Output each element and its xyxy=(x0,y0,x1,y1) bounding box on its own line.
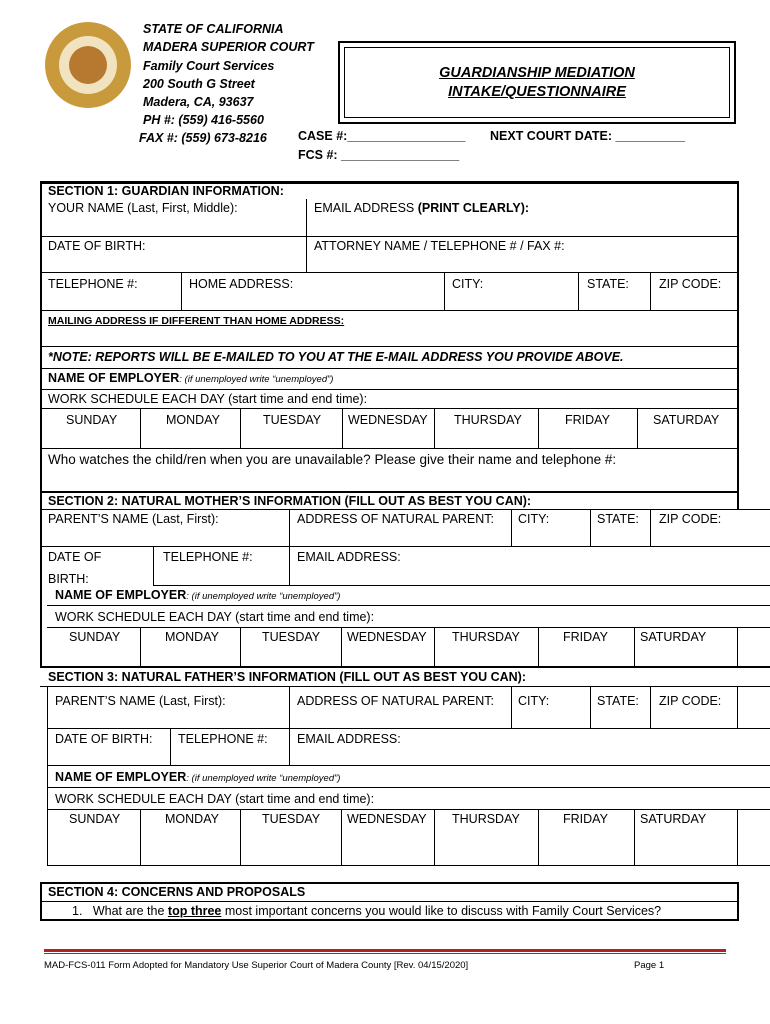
divider xyxy=(42,346,737,347)
day-tuesday: TUESDAY xyxy=(263,413,322,427)
divider xyxy=(737,627,738,667)
day-monday: MONDAY xyxy=(165,630,219,644)
guardian-home-address-label: HOME ADDRESS: xyxy=(189,277,294,291)
divider xyxy=(538,627,539,667)
divider xyxy=(240,408,241,448)
divider xyxy=(240,627,241,667)
divider xyxy=(181,272,182,310)
divider xyxy=(42,408,737,409)
divider xyxy=(650,509,651,547)
attorney-label: ATTORNEY NAME / TELEPHONE # / FAX #: xyxy=(314,239,565,253)
divider xyxy=(511,686,512,729)
divider xyxy=(153,546,154,586)
divider xyxy=(47,627,770,628)
divider xyxy=(590,686,591,729)
agency-block xyxy=(143,20,314,130)
agency-line: 200 South G Street xyxy=(143,76,255,91)
day-tuesday: TUESDAY xyxy=(262,630,321,644)
footer-page-number: Page 1 xyxy=(634,960,665,971)
divider xyxy=(737,686,738,729)
day-wednesday: WEDNESDAY xyxy=(348,413,428,427)
agency-line: MADERA SUPERIOR COURT xyxy=(143,40,314,55)
guardian-telephone-label: TELEPHONE #: xyxy=(48,277,138,291)
day-sunday: SUNDAY xyxy=(69,812,121,826)
court-seal-icon xyxy=(45,22,131,108)
divider xyxy=(434,809,435,866)
day-saturday: SATURDAY xyxy=(640,630,707,644)
day-wednesday: WEDNESDAY xyxy=(347,812,427,826)
day-tuesday: TUESDAY xyxy=(262,812,321,826)
guardian-city-label: CITY: xyxy=(452,277,484,291)
guardian-dob-label: DATE OF BIRTH: xyxy=(48,239,146,253)
mother-zip-label: ZIP CODE: xyxy=(659,512,722,526)
divider xyxy=(650,686,651,729)
divider xyxy=(289,509,290,586)
section4-heading: SECTION 4: CONCERNS AND PROPOSALS xyxy=(48,885,306,899)
mother-telephone-label: TELEPHONE #: xyxy=(163,550,253,564)
father-city-label: CITY: xyxy=(518,694,550,708)
divider xyxy=(341,809,342,866)
father-telephone-label: TELEPHONE #: xyxy=(178,732,268,746)
agency-line: STATE OF CALIFORNIA xyxy=(143,22,284,36)
question-1: 1. What are the top three most important concerns you would like to discuss with Family Court Services? xyxy=(72,904,662,918)
guardian-zip-label: ZIP CODE: xyxy=(659,277,722,291)
mother-name-label: PARENT’S NAME (Last, First): xyxy=(48,512,219,526)
section3-left-border xyxy=(47,686,48,866)
agency-line: Madera, CA, 93637 xyxy=(143,95,254,110)
divider xyxy=(42,448,737,449)
divider xyxy=(153,585,770,586)
father-dob-label: DATE OF BIRTH: xyxy=(55,732,153,746)
section1-right-border xyxy=(737,181,739,492)
father-schedule-label: WORK SCHEDULE EACH DAY (start time and end time): xyxy=(55,792,375,806)
form-title-line1: GUARDIANSHIP MEDIATION xyxy=(439,64,635,81)
section2-left-border xyxy=(40,491,42,668)
divider xyxy=(434,408,435,448)
day-saturday: SATURDAY xyxy=(640,812,707,826)
divider xyxy=(140,627,141,667)
agency-fax: FAX #: (559) 673-8216 xyxy=(139,131,267,145)
day-friday: FRIDAY xyxy=(565,413,610,427)
mother-address-label: ADDRESS OF NATURAL PARENT: xyxy=(297,512,495,526)
mailing-address-label: MAILING ADDRESS IF DIFFERENT THAN HOME ADDRESS: xyxy=(48,315,345,327)
father-address-label: ADDRESS OF NATURAL PARENT: xyxy=(297,694,495,708)
day-monday: MONDAY xyxy=(166,413,220,427)
divider xyxy=(634,627,635,667)
mother-schedule-label: WORK SCHEDULE EACH DAY (start time and end time): xyxy=(55,610,375,624)
father-zip-label: ZIP CODE: xyxy=(659,694,722,708)
divider xyxy=(140,408,141,448)
section4-top-border xyxy=(40,882,739,884)
mother-dob-label-cont: BIRTH: xyxy=(48,572,89,586)
section2-right-border xyxy=(737,491,739,510)
guardian-name-label: YOUR NAME (Last, First, Middle): xyxy=(48,201,238,215)
footer-rule-thin xyxy=(44,953,726,954)
divider xyxy=(590,509,591,547)
guardian-employer-label: NAME OF EMPLOYER: (if unemployed write “unemployed”) xyxy=(48,371,334,385)
divider xyxy=(140,809,141,866)
section4-bottom-border xyxy=(40,919,739,921)
divider xyxy=(634,809,635,866)
divider xyxy=(444,272,445,310)
email-note: *NOTE: REPORTS WILL BE E-MAILED TO YOU AT THE E-MAIL ADDRESS YOU PROVIDE ABOVE. xyxy=(48,350,624,364)
section1-heading: SECTION 1: GUARDIAN INFORMATION: xyxy=(48,184,284,198)
divider xyxy=(47,787,770,788)
section2-heading: SECTION 2: NATURAL MOTHER’S INFORMATION (FILL OUT AS BEST YOU CAN): xyxy=(48,494,532,508)
divider xyxy=(637,408,638,448)
divider xyxy=(42,310,737,311)
divider xyxy=(47,865,770,866)
divider xyxy=(289,686,290,766)
day-sunday: SUNDAY xyxy=(69,630,121,644)
day-friday: FRIDAY xyxy=(563,812,608,826)
divider xyxy=(42,272,737,273)
next-court-date-field[interactable]: NEXT COURT DATE: __________ xyxy=(490,129,685,143)
childcare-question: Who watches the child/ren when you are unavailable? Please give their name and telephone #: xyxy=(48,452,617,467)
divider xyxy=(538,809,539,866)
father-employer-label: NAME OF EMPLOYER: (if unemployed write “unemployed”) xyxy=(55,770,341,784)
divider xyxy=(511,509,512,547)
section1-left-border xyxy=(40,181,42,492)
divider xyxy=(434,627,435,667)
day-saturday: SATURDAY xyxy=(653,413,720,427)
footer-rule xyxy=(44,949,726,952)
divider xyxy=(341,627,342,667)
section3-top-border xyxy=(40,666,770,668)
divider xyxy=(170,728,171,766)
mother-employer-label: NAME OF EMPLOYER: (if unemployed write “unemployed”) xyxy=(55,588,341,602)
divider xyxy=(40,686,770,687)
case-number-field[interactable]: CASE #:_________________ xyxy=(298,129,466,143)
mother-email-label: EMAIL ADDRESS: xyxy=(297,550,401,564)
section4-right-border xyxy=(737,882,739,921)
day-wednesday: WEDNESDAY xyxy=(347,630,427,644)
divider xyxy=(47,809,770,810)
divider xyxy=(42,509,770,510)
divider xyxy=(47,605,770,606)
divider xyxy=(42,368,737,369)
divider xyxy=(240,809,241,866)
guardian-email-label: EMAIL ADDRESS (PRINT CLEARLY): xyxy=(314,201,530,215)
father-name-label: PARENT’S NAME (Last, First): xyxy=(55,694,226,708)
agency-line: Family Court Services xyxy=(143,58,275,73)
divider xyxy=(42,389,737,390)
mother-state-label: STATE: xyxy=(597,512,639,526)
mother-city-label: CITY: xyxy=(518,512,550,526)
divider xyxy=(538,408,539,448)
section2-top-border xyxy=(40,491,739,493)
divider xyxy=(47,765,770,766)
divider xyxy=(578,272,579,310)
divider xyxy=(42,901,737,902)
section3-heading: SECTION 3: NATURAL FATHER’S INFORMATION (FILL OUT AS BEST YOU CAN): xyxy=(48,670,527,684)
day-thursday: THURSDAY xyxy=(454,413,522,427)
title-box xyxy=(338,41,736,124)
divider xyxy=(42,546,770,547)
footer-form-id: MAD-FCS-011 Form Adopted for Mandatory Use Superior Court of Madera County [Rev. 04/15/2020] xyxy=(44,960,469,971)
day-monday: MONDAY xyxy=(165,812,219,826)
father-state-label: STATE: xyxy=(597,694,639,708)
agency-line: PH #: (559) 416-5560 xyxy=(143,113,264,128)
divider xyxy=(42,236,737,237)
divider xyxy=(342,408,343,448)
fcs-number-field[interactable]: FCS #: _________________ xyxy=(298,148,460,162)
divider xyxy=(47,728,770,729)
divider xyxy=(737,809,738,866)
day-friday: FRIDAY xyxy=(563,630,608,644)
mother-dob-label: DATE OF xyxy=(48,550,102,564)
form-title-line2: INTAKE/QUESTIONNAIRE xyxy=(448,83,626,100)
guardian-state-label: STATE: xyxy=(587,277,629,291)
day-thursday: THURSDAY xyxy=(452,630,520,644)
divider xyxy=(650,272,651,310)
guardian-schedule-label: WORK SCHEDULE EACH DAY (start time and end time): xyxy=(48,392,368,406)
day-sunday: SUNDAY xyxy=(66,413,118,427)
day-thursday: THURSDAY xyxy=(452,812,520,826)
father-email-label: EMAIL ADDRESS: xyxy=(297,732,401,746)
